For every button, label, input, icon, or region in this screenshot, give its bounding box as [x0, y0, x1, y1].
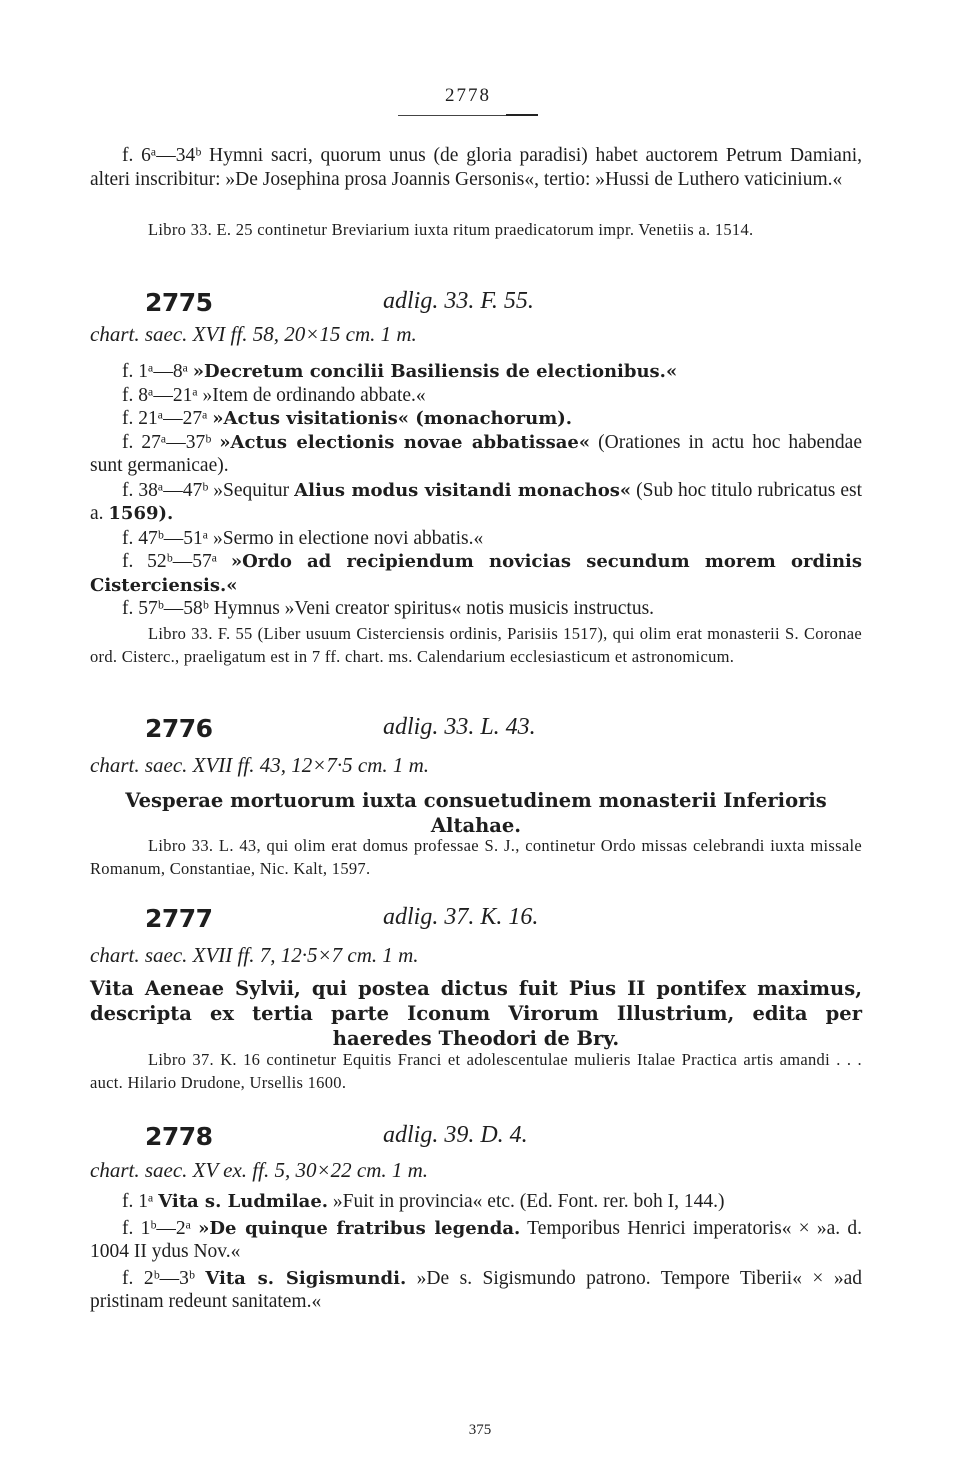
entry-note: Libro 37. K. 16 continetur Equitis Franci et adolescentulae mulieris Italae Practica artis amandi . . . auct. Hilario Drudone, Ursellis 1600. [90, 1050, 862, 1092]
folio-line: f. 2ᵇ—3ᵇ Vita s. Sigismundi. »De s. Sigismundo patrono. Tempore Tiberii« × »ad pristinam redeunt sanitatem.« [90, 1267, 863, 1312]
entry-2775-folios [90, 360, 862, 621]
entry-2776-description: chart. saec. XVII ff. 43, 12×7·5 cm. 1 m. [90, 753, 430, 777]
folio-line: f. 38ᵃ—47ᵇ »Sequitur Alius modus visitandi monachos« (Sub hoc titulo rubricatus est a. 1569). [90, 479, 863, 524]
footer-page-number: 375 [468, 1422, 492, 1438]
entry-2775-description: chart. saec. XVI ff. 58, 20×15 cm. 1 m. [90, 322, 417, 346]
intro-block [90, 144, 862, 191]
entry-2776-heading [145, 714, 845, 748]
folio-line: f. 57ᵇ—58ᵇ Hymnus »Veni creator spiritus« notis musicis instructus. [122, 598, 655, 619]
entry-number: 2775 [145, 288, 213, 317]
folio-line: f. 1ᵇ—2ᵃ »De quinque fratribus legenda. Temporibus Henrici imperatoris« × »a. d. 1004 II ydus Nov.« [90, 1217, 862, 1262]
entry-signature: adlig. 37. K. 16. [383, 904, 539, 930]
entry-2778-heading [145, 1122, 845, 1156]
entry-2775-note-block [90, 622, 862, 668]
entry-number: 2776 [145, 714, 213, 743]
entry-2777-title: Vita Aeneae Sylvii, qui postea dictus fuit Pius II pontifex maximus, descripta ex tertia parte Iconum Virorum Illustrium, edita per haeredes Theodori de Bry. [90, 977, 862, 1050]
folio-line: f. 8ᵃ—21ᵃ »Item de ordinando abbate.« [122, 384, 426, 406]
folio-line: f. 1ᵃ Vita s. Ludmilae. »Fuit in provincia« etc. (Ed. Font. rer. boh I, 144.) [122, 1191, 725, 1212]
folio-line: f. 52ᵇ—57ᵃ »Ordo ad recipiendum novicias secundum morem ordinis Cisterciensis.« [90, 551, 862, 596]
entry-note: Libro 33. L. 43, qui olim erat domus professae S. J., continetur Ordo missas celebrandi iuxta missale Romanum, Constantiae, Nic. Kalt, 1597. [90, 836, 862, 878]
entry-signature: adlig. 39. D. 4. [383, 1122, 528, 1148]
folio-line: f. 27ᵃ—37ᵇ »Actus electionis novae abbatissae« (Orationes in actu hoc habendae sunt germanicae). [90, 431, 862, 476]
folio-line: f. 21ᵃ—27ᵃ »Actus visitationis« (monachorum). [122, 408, 573, 429]
intro-text: f. 6ᵃ—34ᵇ Hymni sacri, quorum unus (de gloria paradisi) habet auctorem Petrum Damiani, alteri inscribitur: »De Josephina prosa Joannis Gersonis«, tertio: »Hussi de Luthero vaticinium.« [90, 145, 862, 190]
folio-line: f. 47ᵇ—51ᵃ »Sermo in electione novi abbatis.« [122, 527, 484, 549]
running-page-number: 2778 [445, 85, 491, 106]
entry-note: Libro 33. F. 55 (Liber usuum Cisterciensis ordinis, Parisiis 1517), qui olim erat monasterii S. Coronae ord. Cisterc., praeligatum est in 7 ff. chart. ms. Calendarium ecclesiasticum et astronomicum. [90, 624, 862, 666]
entry-2777-note-block [90, 1048, 862, 1094]
intro-note: Libro 33. E. 25 continetur Breviarium iuxta ritum praedicatorum impr. Venetiis a. 1514. [148, 220, 754, 239]
entry-number: 2778 [145, 1122, 213, 1151]
entry-2777-description: chart. saec. XVII ff. 7, 12·5×7 cm. 1 m. [90, 943, 419, 967]
entry-2778-folios [90, 1190, 862, 1314]
entry-number: 2777 [145, 904, 213, 933]
entry-signature: adlig. 33. L. 43. [383, 714, 536, 740]
intro-note-block [90, 218, 862, 241]
entry-2776-title: Vesperae mortuorum iuxta consuetudinem monasterii Inferioris Altahae. [125, 789, 827, 837]
entry-2776-note-block [90, 834, 862, 880]
entry-2778-description: chart. saec. XV ex. ff. 5, 30×22 cm. 1 m. [90, 1158, 429, 1182]
folio-line: f. 1ᵃ—8ᵃ »Decretum concilii Basiliensis de electionibus.« [122, 361, 678, 382]
entry-2777-heading [145, 904, 845, 938]
entry-signature: adlig. 33. F. 55. [383, 288, 534, 314]
header-rule [398, 115, 538, 116]
entry-2775-heading [145, 288, 845, 322]
